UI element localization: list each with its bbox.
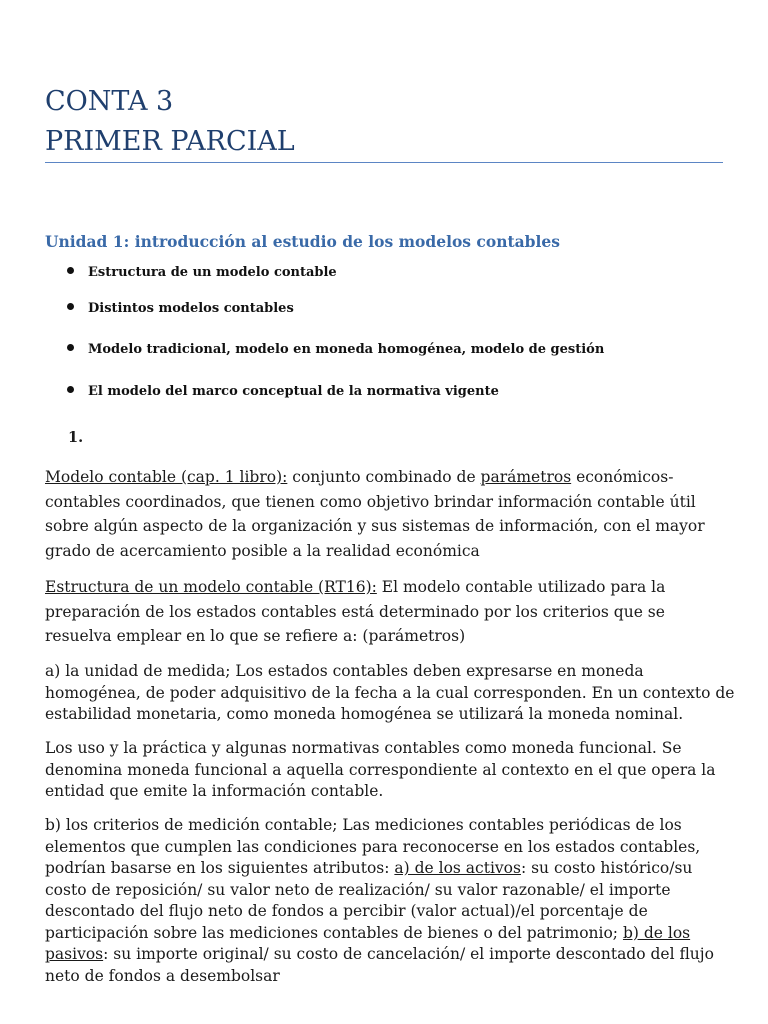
term-pasivos: b) de los pasivos xyxy=(45,923,691,963)
paragraph-unidad-medida: a) la unidad de medida; Los estados contables deben expresarse en moneda homogénea, de poder adquisitivo de la fecha a la cual corresponden. En un contexto de estabilidad monetaria, como moneda homogénea se utilizará la moneda nominal. xyxy=(45,662,735,723)
bullet-dot-icon xyxy=(67,267,74,274)
bullet-label: Distintos modelos contables xyxy=(88,301,294,316)
title-line-1: CONTA 3 xyxy=(45,86,174,117)
bullet-item xyxy=(67,265,337,280)
term-modelo-contable: Modelo contable (cap. 1 libro): xyxy=(45,468,288,486)
paragraph-estructura: Estructura de un modelo contable (RT16): El modelo contable utilizado para la preparación de los estados contables está determinado por los criterios que se resuelva emplear en lo que se refiere a: (parámetros) xyxy=(45,578,666,645)
bullet-label: Modelo tradicional, modelo en moneda homogénea, modelo de gestión xyxy=(88,342,605,357)
title-divider xyxy=(45,162,723,163)
bullet-label: Estructura de un modelo contable xyxy=(88,265,337,280)
bullet-dot-icon xyxy=(67,303,74,310)
paragraph-modelo-contable: Modelo contable (cap. 1 libro): conjunto combinado de parámetros económicos-contables coordinados, que tienen como objetivo brindar información contable útil sobre algún aspecto de la organización y sus sistemas de información, con el mayor grado de acercamiento posible a la realidad económica xyxy=(45,468,705,560)
bullet-dot-icon xyxy=(67,386,74,393)
term-activos: a) de los activos xyxy=(394,859,521,877)
document-title xyxy=(45,82,723,162)
paragraph-moneda-funcional: Los uso y la práctica y algunas normativas contables como moneda funcional. Se denomina moneda funcional a aquella correspondiente al contexto en el que opera la entidad que emite la información contable. xyxy=(45,739,716,800)
bullet-dot-icon xyxy=(67,344,74,351)
unit-heading: Unidad 1: introducción al estudio de los modelos contables xyxy=(45,232,560,251)
bullet-item xyxy=(67,301,294,316)
title-line-2: PRIMER PARCIAL xyxy=(45,126,295,157)
term-estructura: Estructura de un modelo contable (RT16): xyxy=(45,578,377,596)
numbered-item: 1. xyxy=(68,429,84,446)
bullet-item xyxy=(67,342,604,357)
paragraph-criterios-medicion: b) los criterios de medición contable; Las mediciones contables periódicas de los elementos que cumplen las condiciones para reconocerse en los estados contables, podrían basarse en los siguientes atributos: a) de los activos: su costo histórico/su costo de reposición/ su valor neto de realización/ su valor razonable/ el importe descontado del flujo neto de fondos a percibir (valor actual)/el porcentaje de participación sobre las mediciones contables de bienes o del patrimonio; b) de los pasivos: su importe original/ su costo de cancelación/ el importe descontado del flujo neto de fondos a desembolsar xyxy=(45,816,714,985)
term-parametros: parámetros xyxy=(480,468,572,486)
bullet-label: El modelo del marco conceptual de la normativa vigente xyxy=(88,384,499,399)
bullet-item xyxy=(67,384,499,399)
